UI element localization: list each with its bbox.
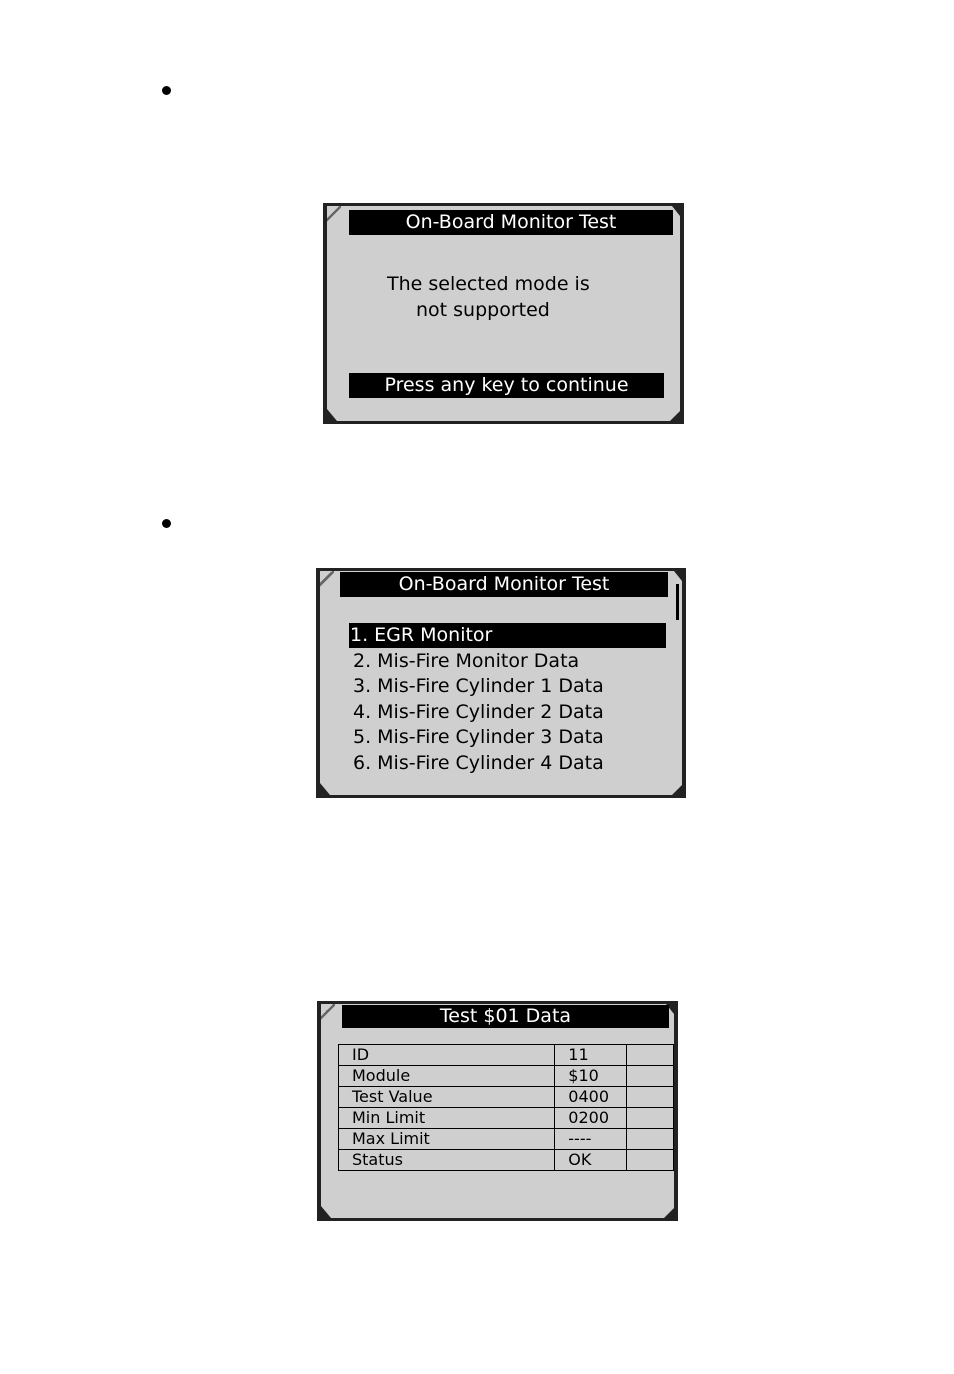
menu-item-selected[interactable]: 1. EGR Monitor [349,623,666,648]
row-unit [627,1066,674,1087]
table-row [339,1129,674,1150]
table-row [339,1066,674,1087]
menu-item[interactable]: 5. Mis-Fire Cylinder 3 Data [353,726,604,748]
row-label: Status [339,1150,555,1171]
row-label: ID [339,1045,555,1066]
message-line-2: not supported [416,299,550,321]
row-unit [627,1108,674,1129]
menu-item[interactable]: 4. Mis-Fire Cylinder 2 Data [353,700,604,723]
row-value: ---- [555,1129,627,1150]
table-row [339,1087,674,1108]
screen-mode-not-supported [323,203,684,424]
test-data-table [338,1044,674,1171]
row-label: Test Value [339,1087,555,1108]
row-unit [627,1045,674,1066]
screen-corner [321,1004,335,1020]
screen-monitor-menu [316,568,686,798]
menu-item[interactable]: 2. Mis-Fire Monitor Data [353,649,580,672]
row-label: Module [339,1066,555,1087]
row-value: 0200 [555,1108,627,1129]
menu-item[interactable]: 6. Mis-Fire Cylinder 4 Data [353,751,604,774]
screen-title: On-Board Monitor Test [340,572,668,597]
row-value: OK [555,1150,627,1171]
row-value: 11 [555,1045,627,1066]
screen-corner [327,206,341,222]
bullet-1 [162,86,171,95]
table-row [339,1150,674,1171]
table-row [339,1045,674,1066]
scrollbar[interactable] [676,584,679,620]
screen-corner [320,571,334,587]
table-row [339,1108,674,1129]
continue-prompt: Press any key to continue [349,373,664,398]
row-label: Max Limit [339,1129,555,1150]
row-value: $10 [555,1066,627,1087]
row-unit [627,1150,674,1171]
row-unit [627,1129,674,1150]
menu-item[interactable]: 3. Mis-Fire Cylinder 1 Data [353,675,604,697]
row-unit [627,1087,674,1108]
bullet-2 [162,519,171,528]
screen-title: On-Board Monitor Test [349,210,673,235]
message-line-1: The selected mode is [387,273,590,295]
row-value: 0400 [555,1087,627,1108]
row-label: Min Limit [339,1108,555,1129]
screen-test-data [317,1001,678,1221]
screen-title: Test $01 Data [342,1005,669,1028]
